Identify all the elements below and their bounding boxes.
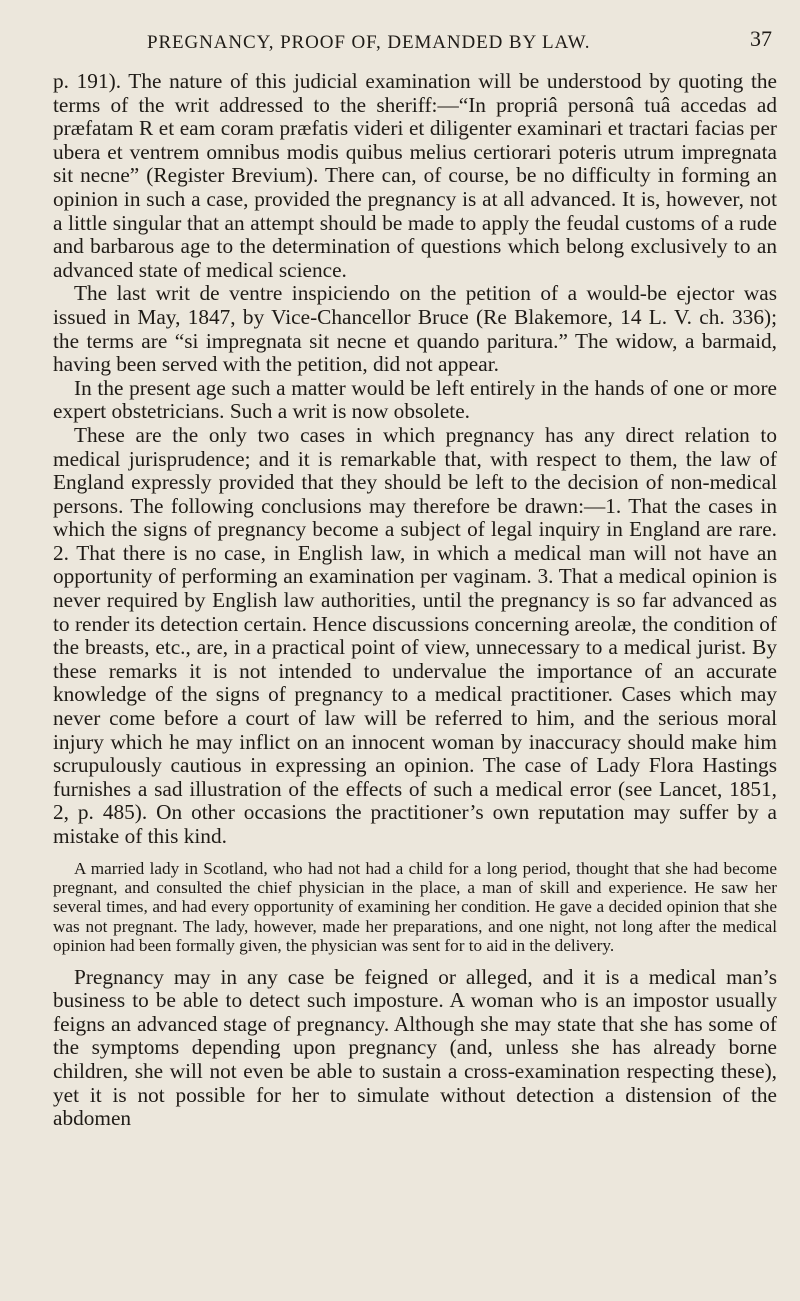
paragraph-3: In the present age such a matter would be left entirely in the hands of one or more expert obstetricians. Such a writ is now obsolete. (53, 375, 777, 424)
page-number: 37 (750, 26, 772, 51)
paragraph-1: p. 191). The nature of this judicial examination will be understood by quoting the terms of the writ addressed to the sheriff:—“In propriâ personâ tuâ accedas ad præfatam R et eam coram præfatis videri et diligenter examinari et tractari facias per ubera et ventrem omnibus modis quibus melius certiorari poteris utrum impregnata sit necne” (Register Brevium). There can, of course, be no difficulty in forming an opinion in such a case, provided the pregnancy is at all advanced. It is, however, not a little singular that an attempt should be made to apply the feudal customs of a rude and barbarous age to the determination of questions which belong exclusively to an advanced state of medical science. (53, 70, 777, 282)
case-note: A married lady in Scotland, who had not had a child for a long period, thought that she had become pregnant, and consulted the chief physician in the place, a man of skill and experience. He saw her several times, and had every opportunity of examining her condition. He gave a decided opinion that she was not pregnant. The lady, however, made her preparations, and one night, not long after the medical opinion had been formally given, the physician was sent for to aid in the delivery. (53, 858, 777, 956)
running-title: PREGNANCY, PROOF OF, DEMANDED BY LAW. (147, 32, 591, 53)
paragraph-4: These are the only two cases in which pregnancy has any direct relation to medical jurisprudence; and it is remarkable that, with respect to them, the law of England expressly provided that they should be left to the decision of non-medical persons. The following conclusions may therefore be drawn:—1. That the cases in which the signs of pregnancy become a subject of legal inquiry in England are rare. 2. That there is no case, in English law, in which a medical man will not have an opportunity of performing an examination per vaginam. 3. That a medical opinion is never required by English law authorities, until the pregnancy is so far advanced as to render its detection certain. Hence discussions concerning areolæ, the condition of the breasts, etc., are, in a practical point of view, unnecessary to a medical jurist. By these remarks it is not intended to undervalue the importance of an accurate knowledge of the signs of pregnancy to a medical practitioner. Cases which may never come before a court of law will be referred to him, and the serious moral injury which he may inflict on an innocent woman by inaccuracy should make him scrupulously cautious in expressing an opinion. The case of Lady Flora Hastings furnishes a sad illustration of the effects of such a medical error (see Lancet, 1851, 2, p. 485). On other occasions the practitioner’s own reputation may suffer by a mistake of this kind. (53, 422, 777, 848)
running-header (0, 10, 800, 53)
closing-paragraph: Pregnancy may in any case be feigned or alleged, and it is a medical man’s business to be able to detect such imposture. A woman who is an impostor usually feigns an advanced stage of pregnancy. Although she may state that she has some of the symptoms depending upon pregnancy (and, unless she has already borne children, she will not even be able to sustain a cross-examination respecting these), yet it is not possible for her to simulate without detection a distension of the abdomen (53, 964, 777, 1131)
page-body (53, 70, 777, 1290)
paragraph-2: The last writ de ventre inspiciendo on the petition of a would-be ejector was issued in May, 1847, by Vice-Chancellor Bruce (Re Blakemore, 14 L. V. ch. 336); the terms are “si impregnata sit necne et quando paritura.” The widow, a barmaid, having been served with the petition, did not appear. (53, 281, 777, 377)
